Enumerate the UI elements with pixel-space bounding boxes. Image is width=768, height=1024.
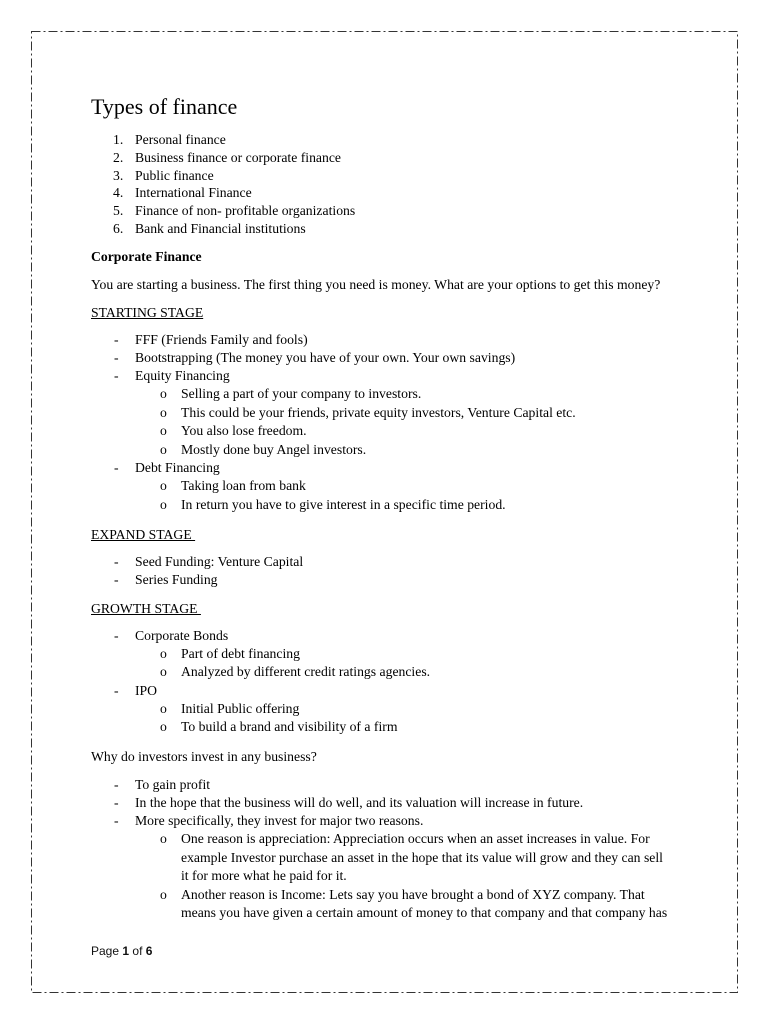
list-item-text: Public finance bbox=[135, 167, 214, 183]
circle-bullet: o bbox=[160, 700, 167, 716]
dash-bullet: - bbox=[114, 368, 119, 384]
dash-bullet: - bbox=[114, 794, 119, 810]
bullet-item-text: Equity Financing bbox=[135, 368, 230, 384]
bullet-item bbox=[91, 367, 677, 385]
page-of-label: of bbox=[132, 944, 143, 958]
sub-bullet-item bbox=[91, 830, 677, 886]
starting-stage-heading-text: STARTING STAGE bbox=[91, 305, 204, 321]
bullet-item-text: Debt Financing bbox=[135, 460, 220, 476]
finance-types-list bbox=[91, 131, 677, 238]
list-item bbox=[91, 149, 677, 167]
sub-bullet-item bbox=[91, 886, 677, 923]
list-item bbox=[91, 184, 677, 202]
growth-stage-list bbox=[91, 627, 677, 737]
circle-bullet: o bbox=[160, 386, 167, 402]
sub-bullet-item bbox=[91, 422, 677, 441]
circle-bullet: o bbox=[160, 886, 167, 902]
list-item-text: Bank and Financial institutions bbox=[135, 220, 306, 236]
sub-bullet-text: You also lose freedom. bbox=[181, 423, 307, 439]
sub-bullet-text: Selling a part of your company to investors. bbox=[181, 386, 422, 402]
circle-bullet: o bbox=[160, 645, 167, 661]
dash-bullet: - bbox=[114, 812, 119, 828]
list-item-text: Finance of non- profitable organizations bbox=[135, 203, 356, 219]
intro-paragraph: You are starting a business. The first thing you need is money. What are your options to get this money? bbox=[91, 277, 661, 293]
list-item bbox=[91, 202, 677, 220]
sub-bullet-text: Initial Public offering bbox=[181, 700, 300, 716]
list-item-text: International Finance bbox=[135, 185, 252, 201]
starting-stage-heading bbox=[91, 304, 677, 322]
sub-bullet-text: Taking loan from bank bbox=[181, 478, 306, 494]
bullet-item bbox=[91, 627, 677, 645]
expand-stage-heading bbox=[91, 526, 677, 544]
bullet-item-text: In the hope that the business will do well, and its valuation will increase in future. bbox=[135, 794, 584, 810]
sub-bullet-item bbox=[91, 385, 677, 404]
list-item bbox=[91, 220, 677, 238]
sub-bullet-item bbox=[91, 441, 677, 460]
circle-bullet: o bbox=[160, 664, 167, 680]
circle-bullet: o bbox=[160, 719, 167, 735]
sub-bullet-item bbox=[91, 718, 677, 737]
page-footer bbox=[91, 943, 152, 959]
bullet-item bbox=[91, 331, 677, 349]
list-number: 2. bbox=[113, 149, 124, 165]
investors-question: Why do investors invest in any business? bbox=[91, 748, 317, 764]
sub-bullet-text-line: Another reason is Income: Lets say you have brought a bond of XYZ company. That bbox=[181, 886, 645, 902]
list-number: 6. bbox=[113, 220, 124, 236]
list-item bbox=[91, 131, 677, 149]
list-number: 3. bbox=[113, 167, 124, 183]
document-body bbox=[91, 94, 677, 934]
list-number: 1. bbox=[113, 132, 124, 147]
sub-bullet-text-line: it for more what he paid for it. bbox=[181, 868, 347, 884]
sub-bullet-item bbox=[91, 496, 677, 515]
investors-reasons-list bbox=[91, 776, 677, 923]
sub-bullet-text: Part of debt financing bbox=[181, 645, 300, 661]
dash-bullet: - bbox=[114, 682, 119, 698]
dash-bullet: - bbox=[114, 553, 119, 569]
bullet-item-text: Series Funding bbox=[135, 571, 218, 587]
dash-bullet: - bbox=[114, 627, 119, 643]
bullet-item-text: Seed Funding: Venture Capital bbox=[135, 553, 304, 569]
dash-bullet: - bbox=[114, 460, 119, 476]
document-title: Types of finance bbox=[91, 94, 238, 119]
sub-bullet-item bbox=[91, 404, 677, 423]
expand-stage-heading-text: EXPAND STAGE bbox=[91, 526, 196, 542]
sub-bullet-text-line: example Investor purchase an asset in the hope that its value will grow and they can sell bbox=[181, 849, 663, 865]
bullet-item bbox=[91, 571, 677, 589]
dash-bullet: - bbox=[114, 332, 119, 348]
sub-bullet-text: Analyzed by different credit ratings agencies. bbox=[181, 664, 431, 680]
total-pages-number: 6 bbox=[145, 944, 153, 958]
growth-stage-heading-text: GROWTH STAGE bbox=[91, 600, 201, 616]
bullet-item-text: FFF (Friends Family and fools) bbox=[135, 332, 308, 348]
expand-stage-list bbox=[91, 553, 677, 589]
sub-bullet-item bbox=[91, 477, 677, 496]
bullet-item-text: Bootstrapping (The money you have of your own. Your own savings) bbox=[135, 350, 516, 366]
circle-bullet: o bbox=[160, 404, 167, 420]
growth-stage-heading bbox=[91, 600, 677, 618]
list-item-text: Personal finance bbox=[135, 132, 226, 147]
sub-bullet-text: In return you have to give interest in a specific time period. bbox=[181, 497, 506, 512]
page-label: Page bbox=[91, 944, 120, 958]
sub-bullet-text: To build a brand and visibility of a firm bbox=[181, 719, 398, 735]
dash-bullet: - bbox=[114, 571, 119, 587]
list-number: 4. bbox=[113, 185, 124, 201]
bullet-item-text: Corporate Bonds bbox=[135, 627, 229, 643]
circle-bullet: o bbox=[160, 497, 167, 512]
sub-bullet-text-line: One reason is appreciation: Appreciation occurs when an asset increases in value. For bbox=[181, 830, 650, 846]
dash-bullet: - bbox=[114, 776, 119, 792]
sub-bullet-item bbox=[91, 645, 677, 664]
bullet-item-text: To gain profit bbox=[135, 776, 211, 792]
starting-stage-list bbox=[91, 331, 677, 515]
bullet-item bbox=[91, 553, 677, 571]
bullet-item bbox=[91, 812, 677, 830]
circle-bullet: o bbox=[160, 478, 167, 494]
list-item bbox=[91, 167, 677, 185]
circle-bullet: o bbox=[160, 830, 167, 846]
list-number: 5. bbox=[113, 203, 124, 219]
bullet-item-text: IPO bbox=[135, 682, 158, 698]
bullet-item bbox=[91, 459, 677, 477]
sub-bullet-item bbox=[91, 663, 677, 682]
bullet-item-text: More specifically, they invest for major two reasons. bbox=[135, 812, 424, 828]
sub-bullet-item bbox=[91, 700, 677, 719]
bullet-item bbox=[91, 794, 677, 812]
dash-bullet: - bbox=[114, 350, 119, 366]
bullet-item bbox=[91, 776, 677, 794]
current-page-number: 1 bbox=[122, 944, 130, 958]
sub-bullet-text-line: means you have given a certain amount of money to that company and that company has bbox=[181, 905, 668, 921]
circle-bullet: o bbox=[160, 423, 167, 439]
section-heading-corporate-finance: Corporate Finance bbox=[91, 249, 202, 265]
sub-bullet-text: Mostly done buy Angel investors. bbox=[181, 441, 367, 457]
bullet-item bbox=[91, 682, 677, 700]
sub-bullet-text: This could be your friends, private equity investors, Venture Capital etc. bbox=[181, 404, 576, 420]
list-item-text: Business finance or corporate finance bbox=[135, 149, 341, 165]
circle-bullet: o bbox=[160, 441, 167, 457]
bullet-item bbox=[91, 349, 677, 367]
